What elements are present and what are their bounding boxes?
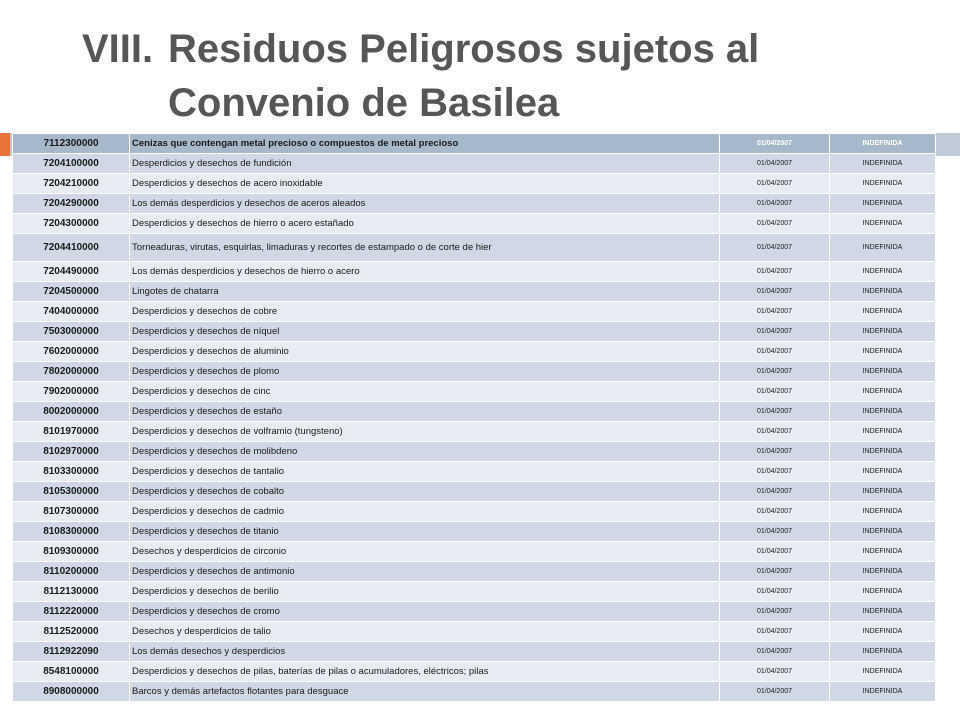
description-cell: Desperdicios y desechos de aluminio [130,342,720,362]
date-cell: 01/04/2007 [720,642,830,662]
description-cell: Desperdicios y desechos de titanio [130,522,720,542]
description-cell: Desperdicios y desechos de acero inoxidable [130,174,720,194]
status-cell: INDEFINIDA [830,382,936,402]
date-cell: 01/04/2007 [720,602,830,622]
description-cell: Los demás desperdicios y desechos de hierro o acero [130,262,720,282]
description-cell: Desperdicios y desechos de molibdeno [130,442,720,462]
table-row [13,622,936,642]
description-cell: Desperdicios y desechos de cobalto [130,482,720,502]
date-cell: 01/04/2007 [720,174,830,194]
description-cell: Desperdicios y desechos de níquel [130,322,720,342]
code-cell: 8101970000 [13,422,130,442]
code-cell: 8108300000 [13,522,130,542]
date-cell: 01/04/2007 [720,462,830,482]
table-row [13,402,936,422]
date-cell: 01/04/2007 [720,302,830,322]
description-cell: Los demás desechos y desperdicios [130,642,720,662]
date-cell: 01/04/2007 [720,542,830,562]
description-cell: Los demás desperdicios y desechos de aceros aleados [130,194,720,214]
status-cell: INDEFINIDA [830,562,936,582]
waste-table-body [13,134,936,702]
code-cell: 7802000000 [13,362,130,382]
code-cell: 7204410000 [13,234,130,262]
table-row [13,582,936,602]
title-line-1 [82,22,942,76]
status-cell: INDEFINIDA [830,282,936,302]
table-row [13,602,936,622]
date-cell: 01/04/2007 [720,422,830,442]
status-cell: INDEFINIDA [830,482,936,502]
table-row [13,442,936,462]
description-cell: Desechos y desperdicios de talio [130,622,720,642]
status-cell: INDEFINIDA [830,662,936,682]
table-row [13,502,936,522]
code-cell: 7602000000 [13,342,130,362]
table-row [13,482,936,502]
table-row [13,642,936,662]
header-accent-orange [0,133,10,156]
status-cell: INDEFINIDA [830,542,936,562]
status-cell: INDEFINIDA [830,322,936,342]
table-row [13,382,936,402]
code-cell: 8908000000 [13,682,130,702]
date-cell: 01/04/2007 [720,442,830,462]
date-cell: 01/04/2007 [720,522,830,542]
code-cell: 8112922090 [13,642,130,662]
description-cell: Desperdicios y desechos de hierro o acero estañado [130,214,720,234]
table-row [13,194,936,214]
status-cell: INDEFINIDA [830,174,936,194]
table-row [13,662,936,682]
date-cell: 01/04/2007 [720,482,830,502]
date-cell: 01/04/2007 [720,662,830,682]
status-cell: INDEFINIDA [830,442,936,462]
description-cell: Desechos y desperdicios de circonio [130,542,720,562]
description-cell: Desperdicios y desechos de tantalio [130,462,720,482]
status-cell: INDEFINIDA [830,642,936,662]
code-cell: 7902000000 [13,382,130,402]
description-cell: Desperdicios y desechos de volframio (tungsteno) [130,422,720,442]
date-cell: 01/04/2007 [720,282,830,302]
date-cell: 01/04/2007 [720,194,830,214]
description-cell: Lingotes de chatarra [130,282,720,302]
table-row [13,234,936,262]
table-row [13,282,936,302]
code-cell: 7112300000 [13,134,130,154]
code-cell: 7204210000 [13,174,130,194]
date-cell: 01/04/2007 [720,622,830,642]
date-cell: 01/04/2007 [720,134,830,154]
status-cell: INDEFINIDA [830,422,936,442]
table-row [13,174,936,194]
date-cell: 01/04/2007 [720,214,830,234]
status-cell: INDEFINIDA [830,214,936,234]
status-cell: INDEFINIDA [830,402,936,422]
date-cell: 01/04/2007 [720,154,830,174]
code-cell: 8102970000 [13,442,130,462]
date-cell: 01/04/2007 [720,234,830,262]
table-row [13,322,936,342]
description-cell: Desperdicios y desechos de cinc [130,382,720,402]
code-cell: 8112520000 [13,622,130,642]
description-cell: Desperdicios y desechos de estaño [130,402,720,422]
status-cell: INDEFINIDA [830,602,936,622]
date-cell: 01/04/2007 [720,402,830,422]
slide-title [82,22,942,130]
table-row [13,682,936,702]
description-cell: Desperdicios y desechos de pilas, baterías de pilas o acumuladores, eléctricos; pilas [130,662,720,682]
status-cell: INDEFINIDA [830,154,936,174]
date-cell: 01/04/2007 [720,502,830,522]
date-cell: 01/04/2007 [720,342,830,362]
title-number: VIII. [82,27,154,71]
code-cell: 8109300000 [13,542,130,562]
description-cell: Torneaduras, virutas, esquirlas, limaduras y recortes de estampado o de corte de hier [130,234,720,262]
date-cell: 01/04/2007 [720,262,830,282]
description-cell: Desperdicios y desechos de plomo [130,362,720,382]
date-cell: 01/04/2007 [720,362,830,382]
code-cell: 7204500000 [13,282,130,302]
title-line-2: Convenio de Basilea [168,81,560,125]
status-cell: INDEFINIDA [830,462,936,482]
date-cell: 01/04/2007 [720,382,830,402]
status-cell: INDEFINIDA [830,622,936,642]
description-cell: Desperdicios y desechos de fundición [130,154,720,174]
table-row [13,542,936,562]
status-cell: INDEFINIDA [830,682,936,702]
table-row [13,362,936,382]
table-row [13,154,936,174]
date-cell: 01/04/2007 [720,562,830,582]
code-cell: 7204300000 [13,214,130,234]
table-row [13,522,936,542]
description-cell: Desperdicios y desechos de cadmio [130,502,720,522]
description-cell: Desperdicios y desechos de berilio [130,582,720,602]
code-cell: 8002000000 [13,402,130,422]
table-row [13,302,936,322]
description-cell: Desperdicios y desechos de cromo [130,602,720,622]
description-cell: Barcos y demás artefactos flotantes para desguace [130,682,720,702]
table-header-row [13,134,936,154]
code-cell: 7204490000 [13,262,130,282]
status-cell: INDEFINIDA [830,362,936,382]
code-cell: 8112220000 [13,602,130,622]
table-row [13,262,936,282]
code-cell: 7503000000 [13,322,130,342]
code-cell: 7204290000 [13,194,130,214]
table-row [13,562,936,582]
code-cell: 8103300000 [13,462,130,482]
waste-table [12,133,936,702]
status-cell: INDEFINIDA [830,502,936,522]
date-cell: 01/04/2007 [720,582,830,602]
code-cell: 8548100000 [13,662,130,682]
code-cell: 8105300000 [13,482,130,502]
description-cell: Cenizas que contengan metal precioso o compuestos de metal precioso [130,134,720,154]
description-cell: Desperdicios y desechos de cobre [130,302,720,322]
table-row [13,342,936,362]
date-cell: 01/04/2007 [720,322,830,342]
table-row [13,422,936,442]
code-cell: 8112130000 [13,582,130,602]
date-cell: 01/04/2007 [720,682,830,702]
code-cell: 7204100000 [13,154,130,174]
table-row [13,214,936,234]
status-cell: INDEFINIDA [830,522,936,542]
status-cell: INDEFINIDA [830,582,936,602]
status-cell: INDEFINIDA [830,302,936,322]
title-text-1: Residuos Peligrosos sujetos al [168,27,760,71]
code-cell: 8107300000 [13,502,130,522]
status-cell: INDEFINIDA [830,342,936,362]
table-row [13,462,936,482]
code-cell: 8110200000 [13,562,130,582]
status-cell: INDEFINIDA [830,134,936,154]
description-cell: Desperdicios y desechos de antimonio [130,562,720,582]
status-cell: INDEFINIDA [830,194,936,214]
code-cell: 7404000000 [13,302,130,322]
status-cell: INDEFINIDA [830,262,936,282]
status-cell: INDEFINIDA [830,234,936,262]
